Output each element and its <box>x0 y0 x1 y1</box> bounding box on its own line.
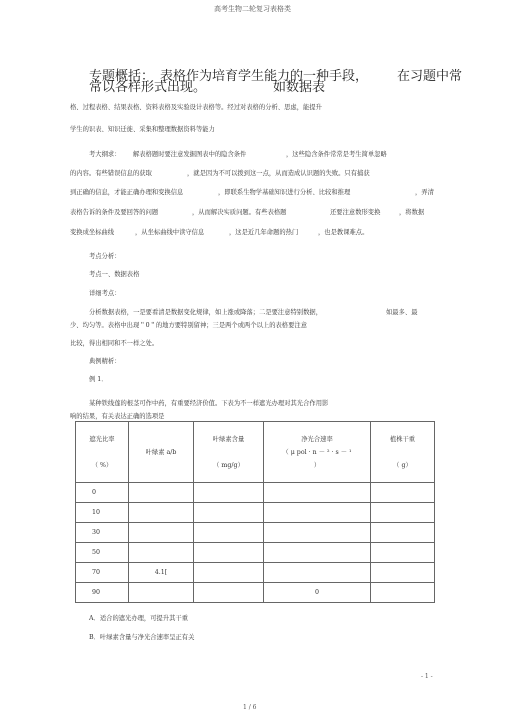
page-count: 1 / 6 <box>243 704 257 711</box>
cell-dry <box>371 563 435 583</box>
cell-rate <box>264 503 371 523</box>
cell-shading: 70 <box>76 563 129 583</box>
cell-shading: 10 <box>76 503 129 523</box>
exam-text: ，就是因为不可以拨到这一点，从而造成认识题的失败。只有捕获 <box>187 170 370 177</box>
exam-label: 考大纲求： <box>89 151 121 158</box>
exam-text: ，也是教课难点。 <box>318 229 369 236</box>
table-row <box>76 563 435 583</box>
cell-rate <box>264 483 371 503</box>
table-row <box>76 583 435 603</box>
header-chlorophyll-ratio: 叶绿素 a/b <box>129 422 194 483</box>
cell-dry <box>371 483 435 503</box>
cell-chl <box>194 503 264 523</box>
analysis-text: 如最多、最 <box>386 309 418 316</box>
page-number: - 1 - <box>421 673 433 680</box>
cell-ab <box>129 503 194 523</box>
section-heading: 典例精析： <box>89 358 121 365</box>
intro-line-1: 格、过程表格、结果表格、资料表格及实验设计表格等。经过对表格的分析、思虑，能提升 <box>70 104 322 111</box>
page-header: 高考生物二轮复习表格类 <box>214 5 291 13</box>
exam-text: 到正确的信息，才能正确办理和变换信息 <box>70 189 184 196</box>
exam-text: 变换成坐标曲线 <box>70 229 115 236</box>
section-heading: 详细考点： <box>89 290 121 297</box>
cell-dry <box>371 583 435 603</box>
header-chlorophyll-content: 叶绿素含量 （ mg/g） <box>194 422 264 483</box>
example-label: 例 1． <box>89 376 108 383</box>
exam-text: ，这是近几年命题的热门 <box>229 229 299 236</box>
topic-line2-end: 如数据表 <box>273 80 326 95</box>
question-text: 响的结果，有关表达正确的选项是 <box>70 413 165 420</box>
table-row <box>76 483 435 503</box>
header-shading-ratio: 遮光比率 （ %） <box>76 422 129 483</box>
cell-ab <box>129 483 194 503</box>
cell-ab <box>129 523 194 543</box>
cell-ab <box>129 583 194 603</box>
exam-text: ，这些隐含条件常常是考生简单忽略 <box>286 151 387 158</box>
cell-shading: 50 <box>76 543 129 563</box>
topic-line2: 常以各样形式出现。 <box>89 80 207 95</box>
exam-text: ，弄清 <box>415 189 434 196</box>
table-row <box>76 543 435 563</box>
table-header-row <box>76 422 435 483</box>
exam-text: 解表格题时要注意发掘图表中的隐含条件 <box>133 151 247 158</box>
option-a: A．适合的遮光办理，可提升其干重 <box>89 615 189 622</box>
table-row <box>76 503 435 523</box>
cell-chl <box>194 563 264 583</box>
cell-shading: 0 <box>76 483 129 503</box>
cell-rate: 0 <box>264 583 371 603</box>
header-dry-weight: 植株干重 （ g） <box>371 422 435 483</box>
cell-chl <box>194 523 264 543</box>
topic-title: 表格作为培育学生能力的一种手段， <box>160 69 369 84</box>
cell-rate <box>264 543 371 563</box>
topic-title-end: 在习题中常 <box>397 69 463 84</box>
data-table <box>75 421 435 603</box>
header-net-photosynthesis: 净光合速率 （ μ pol · n － ² · s － ¹ ） <box>264 422 371 483</box>
cell-dry <box>371 523 435 543</box>
intro-line-2: 学生的识表、知识迁徙、采集和整理数据资料等能力 <box>70 126 215 133</box>
exam-text: 的内容。有些错误信息的获取 <box>70 170 152 177</box>
section-heading: 考点分析： <box>89 253 121 260</box>
cell-ab <box>129 543 194 563</box>
cell-chl <box>194 543 264 563</box>
topic-label: 专题概括： <box>89 69 155 84</box>
cell-shading: 30 <box>76 523 129 543</box>
cell-dry <box>371 543 435 563</box>
cell-chl <box>194 583 264 603</box>
cell-dry <box>371 503 435 523</box>
table-row <box>76 523 435 543</box>
exam-text: ，从而解决实质问题。有些表格题 <box>192 209 287 216</box>
cell-chl <box>194 483 264 503</box>
exam-text: ，将数据 <box>399 209 425 216</box>
analysis-text: 分析数据表格，一是要看清是数据变化规律，如上涨或降落；二是要注意特别数据， <box>89 309 322 316</box>
exam-text: 表格告诉的条件及要回答的问题 <box>70 209 159 216</box>
exam-text: 还要注意数形变换 <box>330 209 381 216</box>
exam-text: ，从坐标曲线中读守信息 <box>135 229 205 236</box>
option-b: B．叶绿素含量与净光合速率呈正有关 <box>89 634 195 641</box>
cell-shading: 90 <box>76 583 129 603</box>
exam-text: ，即联系生物学基础知识进行分析、比较和推理 <box>218 189 351 196</box>
cell-rate <box>264 563 371 583</box>
question-text: 某种铁线莲的根茎可作中药，有重要经济价值。下表为不一样遮光办理对其光合作用影 <box>89 400 329 407</box>
analysis-text: 比较，得出相同和不一样之处。 <box>70 340 159 347</box>
cell-ab: 4.1[ <box>129 563 194 583</box>
section-heading: 考点一、数据表格 <box>89 271 140 278</box>
cell-rate <box>264 523 371 543</box>
analysis-text: 少、均匀等。表格中出现＂0＂的地方要特别留神；三是两个或两个以上的表格要注意 <box>70 322 307 329</box>
